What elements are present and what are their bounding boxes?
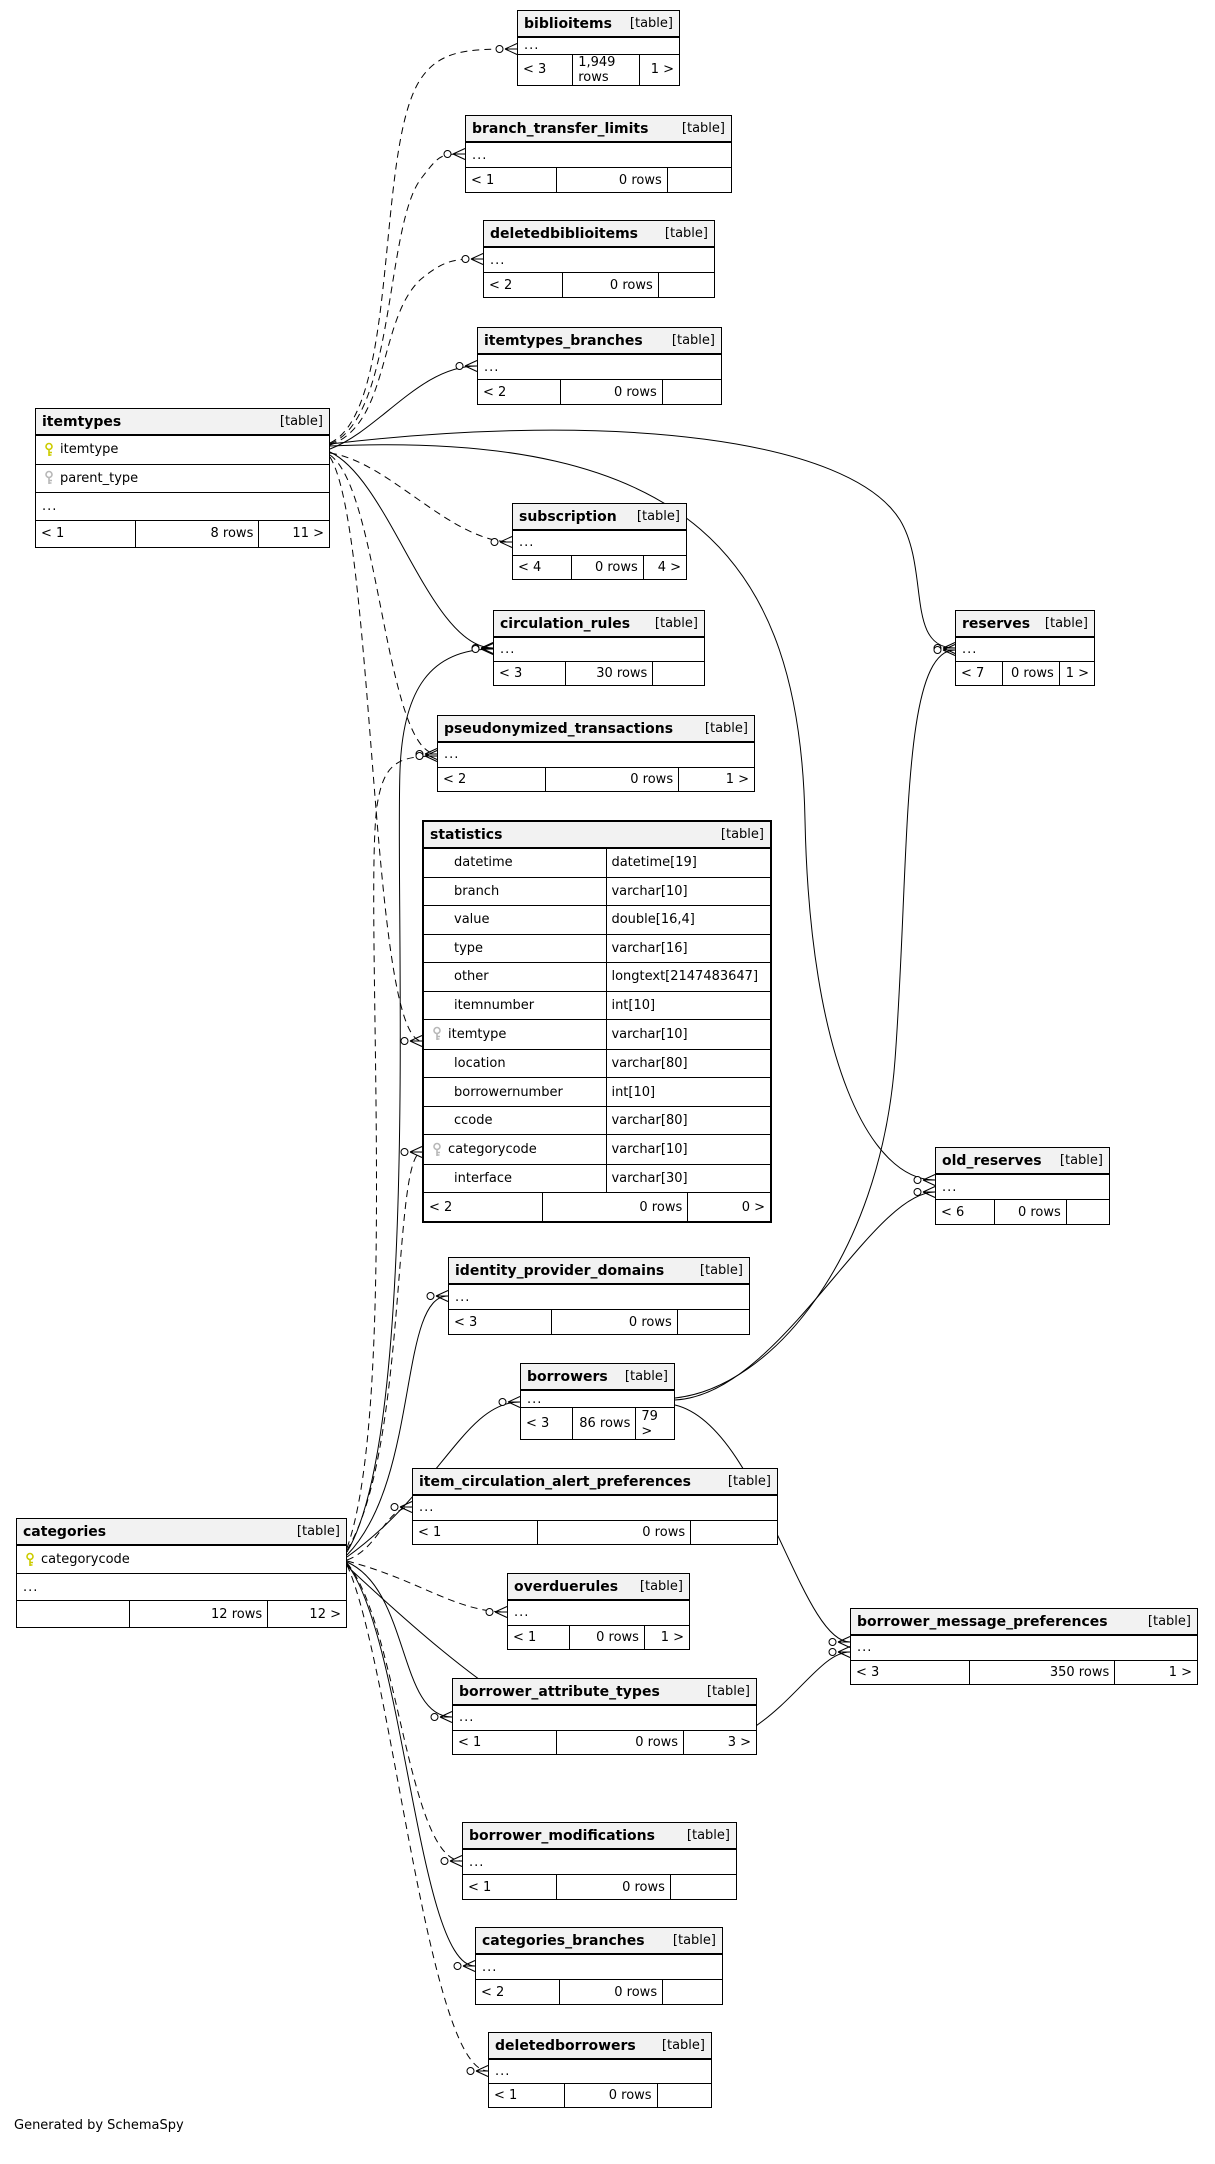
table-name[interactable]: deletedbiblioitems: [490, 225, 638, 242]
table-name[interactable]: identity_provider_domains: [455, 1262, 665, 1279]
column-row: [36, 436, 329, 465]
parent-count: < 2: [438, 768, 546, 792]
row-count: 1,949 rows: [573, 55, 639, 86]
row-count: 350 rows: [970, 1661, 1116, 1685]
column-row: [424, 1078, 770, 1107]
table-footer: [463, 1874, 736, 1899]
table-footer: [413, 1520, 777, 1545]
foreign-key-icon: [44, 470, 54, 486]
table-name[interactable]: pseudonymized_transactions: [444, 720, 674, 737]
parent-count: < 1: [466, 168, 557, 192]
primary-key-icon: [44, 442, 54, 458]
child-count: 11 >: [292, 526, 324, 542]
table-name[interactable]: branch_transfer_limits: [472, 120, 649, 137]
table-identity_provider_domains: [448, 1257, 750, 1335]
edge-categories-deletedborrowers: [347, 1565, 488, 2071]
parent-count: < 2: [478, 380, 561, 404]
child-count: 12 >: [309, 1606, 341, 1622]
columns-collapsed: ...: [936, 1175, 1109, 1200]
row-count: 0 rows: [557, 1731, 684, 1755]
parent-count: < 3: [494, 662, 566, 685]
parent-count: < 3: [518, 55, 573, 86]
table-pseudonymized_transactions: [437, 715, 755, 792]
column-row: [424, 906, 770, 935]
parent-count: [17, 1601, 130, 1627]
table-name[interactable]: old_reserves: [942, 1152, 1042, 1169]
columns-collapsed: ...: [478, 355, 721, 380]
parent-count: < 2: [424, 1193, 543, 1221]
foreign-key-icon: [432, 1026, 442, 1042]
row-count: 30 rows: [566, 662, 653, 685]
parent-count: < 2: [484, 273, 563, 297]
table-biblioitems: [517, 10, 680, 86]
table-type-label: [table]: [704, 721, 748, 736]
table-footer: [453, 1730, 756, 1755]
child-count: 1 >: [660, 1629, 684, 1645]
columns-collapsed: ...: [508, 1601, 689, 1626]
column-type: varchar[10]: [611, 1026, 688, 1042]
column-row: [424, 1020, 770, 1050]
table-footer: [478, 379, 721, 404]
child-count: [663, 380, 721, 404]
columns-collapsed: ...: [476, 1955, 722, 1980]
table-name[interactable]: borrowers: [527, 1368, 608, 1385]
row-count: 0 rows: [563, 273, 659, 297]
column-name: type: [454, 940, 484, 956]
table-type-label: [table]: [1044, 616, 1088, 631]
row-count: 86 rows: [573, 1408, 636, 1439]
child-count: 1 >: [1168, 1664, 1192, 1680]
row-count: 0 rows: [572, 556, 643, 580]
table-borrowers: [520, 1363, 675, 1440]
table-type-label: [table]: [636, 509, 680, 524]
table-type-label: [table]: [706, 1684, 750, 1699]
edge-itemtypes-branch_transfer_limits: [330, 154, 465, 444]
table-type-label: [table]: [720, 827, 764, 842]
column-name: datetime: [454, 855, 513, 871]
parent-count: < 6: [936, 1200, 995, 1224]
columns-collapsed: ...: [438, 743, 754, 768]
child-count: [658, 2084, 711, 2107]
table-branch_transfer_limits: [465, 115, 732, 193]
table-type-label: [table]: [279, 414, 323, 429]
row-count: 0 rows: [561, 380, 662, 404]
table-footer: [494, 661, 704, 685]
table-type-label: [table]: [699, 1263, 743, 1278]
parent-count: < 1: [453, 1731, 557, 1755]
table-footer: [466, 167, 731, 192]
parent-count: < 3: [449, 1310, 552, 1334]
table-type-label: [table]: [624, 1369, 668, 1384]
edge-categories-borrower_attribute_types: [347, 1562, 452, 1717]
column-row: [424, 1135, 770, 1165]
table-footer: [36, 520, 329, 548]
table-type-label: [table]: [686, 1828, 730, 1843]
columns-collapsed: ...: [494, 638, 704, 662]
columns-collapsed: ...: [489, 2060, 711, 2084]
table-footer: [424, 1192, 770, 1221]
row-count: 0 rows: [557, 168, 668, 192]
table-name[interactable]: statistics: [430, 826, 503, 843]
columns-collapsed: ...: [851, 1636, 1197, 1661]
columns-collapsed: ...: [463, 1850, 736, 1875]
table-type-label: [table]: [629, 16, 673, 31]
table-old_reserves: [935, 1147, 1110, 1225]
column-type: varchar[80]: [611, 1113, 688, 1129]
table-item_circulation_alert_preferences: [412, 1468, 778, 1545]
column-row: [424, 963, 770, 992]
row-count: 0 rows: [1003, 662, 1059, 685]
column-name: interface: [454, 1171, 512, 1187]
row-count: 0 rows: [995, 1200, 1066, 1224]
columns-collapsed: ...: [449, 1285, 749, 1310]
columns-collapsed: ...: [521, 1391, 674, 1408]
table-name[interactable]: itemtypes_branches: [484, 332, 643, 349]
column-name: itemnumber: [454, 997, 535, 1013]
table-footer: [936, 1199, 1109, 1224]
table-borrower_message_preferences: [850, 1608, 1198, 1685]
column-type: datetime[19]: [611, 855, 697, 871]
column-name: branch: [454, 883, 500, 899]
column-name: ccode: [454, 1113, 493, 1129]
table-type-label: [table]: [681, 121, 725, 136]
parent-count: < 7: [956, 662, 1003, 685]
parent-count: < 1: [508, 1626, 570, 1650]
row-count: 0 rows: [552, 1310, 678, 1334]
table-circulation_rules: [493, 610, 705, 686]
table-type-label: [table]: [664, 226, 708, 241]
table-footer: [521, 1407, 674, 1439]
table-statistics: [422, 820, 772, 1223]
column-row: [424, 1165, 770, 1194]
row-count: 8 rows: [136, 521, 259, 548]
edge-itemtypes-deletedbiblioitems: [330, 259, 483, 445]
table-itemtypes_branches: [477, 327, 722, 405]
table-borrower_modifications: [462, 1822, 737, 1900]
row-count: 0 rows: [546, 768, 679, 792]
child-count: [663, 1980, 722, 2004]
column-type: longtext[2147483647]: [611, 969, 759, 985]
edge-itemtypes-circulation_rules: [330, 452, 493, 648]
table-footer: [484, 272, 714, 297]
row-count: 12 rows: [130, 1601, 268, 1627]
child-count: [691, 1521, 777, 1545]
table-name[interactable]: overduerules: [514, 1578, 619, 1595]
table-name[interactable]: categories: [23, 1523, 107, 1540]
table-footer: [449, 1309, 749, 1334]
table-reserves: [955, 610, 1095, 686]
column-row: [17, 1546, 346, 1574]
columns-collapsed: ...: [17, 1574, 346, 1601]
child-count: 1 >: [650, 62, 674, 78]
parent-count: < 1: [463, 1875, 557, 1899]
table-name[interactable]: deletedborrowers: [495, 2037, 636, 2054]
table-footer: [489, 2083, 711, 2107]
parent-count: < 1: [413, 1521, 538, 1545]
table-footer: [956, 661, 1094, 685]
row-count: 0 rows: [543, 1193, 689, 1221]
column-name: itemtype: [448, 1026, 507, 1042]
column-row: [424, 849, 770, 878]
column-row: [424, 935, 770, 964]
columns-collapsed: ...: [513, 531, 686, 556]
generator-credit: Generated by SchemaSpy: [14, 2118, 184, 2133]
table-borrower_attribute_types: [452, 1678, 757, 1755]
table-deletedborrowers: [488, 2032, 712, 2108]
child-count: 79 >: [641, 1408, 658, 1439]
table-type-label: [table]: [671, 333, 715, 348]
table-itemtypes: [35, 408, 330, 548]
parent-count: < 3: [521, 1408, 573, 1439]
column-type: int[10]: [611, 1084, 656, 1100]
columns-collapsed: ...: [36, 493, 329, 521]
table-footer: [17, 1600, 346, 1627]
table-name[interactable]: biblioitems: [524, 15, 612, 32]
columns-collapsed: ...: [413, 1496, 777, 1521]
child-count: 3 >: [727, 1734, 751, 1750]
table-name[interactable]: subscription: [519, 508, 617, 525]
parent-count: < 3: [851, 1661, 970, 1685]
columns-collapsed: ...: [518, 38, 679, 55]
column-name: categorycode: [41, 1552, 130, 1567]
table-type-label: [table]: [296, 1524, 340, 1539]
column-name: value: [454, 912, 490, 928]
table-footer: [518, 54, 679, 86]
column-row: [36, 465, 329, 494]
table-type-label: [table]: [1059, 1153, 1103, 1168]
column-name: categorycode: [448, 1142, 537, 1158]
child-count: 1 >: [1065, 666, 1089, 681]
table-deletedbiblioitems: [483, 220, 715, 298]
child-count: [668, 168, 731, 192]
column-type: varchar[30]: [611, 1171, 688, 1187]
child-count: [659, 273, 714, 297]
child-count: [671, 1875, 736, 1899]
child-count: 1 >: [725, 771, 750, 787]
row-count: 0 rows: [557, 1875, 671, 1899]
table-name[interactable]: item_circulation_alert_preferences: [419, 1473, 692, 1490]
table-footer: [513, 555, 686, 580]
column-name: borrowernumber: [454, 1084, 563, 1100]
parent-count: < 1: [489, 2084, 565, 2107]
table-type-label: [table]: [672, 1933, 716, 1948]
columns-collapsed: ...: [956, 638, 1094, 662]
column-row: [424, 992, 770, 1021]
column-type: double[16,4]: [611, 912, 695, 928]
column-row: [424, 1107, 770, 1136]
edge-categories-item_circulation_alert_preferences: [347, 1507, 412, 1560]
table-name[interactable]: circulation_rules: [500, 615, 631, 632]
table-name[interactable]: categories_branches: [482, 1932, 645, 1949]
column-type: int[10]: [611, 997, 656, 1013]
row-count: 0 rows: [570, 1626, 645, 1650]
table-name[interactable]: borrower_attribute_types: [459, 1683, 660, 1700]
foreign-key-icon: [432, 1142, 442, 1158]
column-row: [424, 878, 770, 907]
table-footer: [851, 1660, 1197, 1685]
column-type: varchar[10]: [611, 883, 688, 899]
columns-collapsed: ...: [466, 143, 731, 168]
row-count: 0 rows: [560, 1980, 663, 2004]
table-name[interactable]: borrower_message_preferences: [857, 1613, 1108, 1630]
edge-itemtypes-pseudonymized_transactions: [330, 455, 437, 754]
child-count: [678, 1310, 749, 1334]
table-name[interactable]: itemtypes: [42, 413, 122, 430]
column-name: parent_type: [60, 470, 139, 486]
column-type: varchar[16]: [611, 940, 688, 956]
column-name: location: [454, 1055, 506, 1071]
primary-key-icon: [25, 1552, 35, 1568]
table-overduerules: [507, 1573, 690, 1650]
child-count: [653, 662, 704, 685]
table-name[interactable]: reserves: [962, 615, 1031, 632]
table-categories: [16, 1518, 347, 1628]
column-row: [424, 1050, 770, 1079]
edge-itemtypes-statistics: [330, 457, 422, 1041]
table-subscription: [512, 503, 687, 580]
column-name: itemtype: [60, 442, 119, 458]
table-footer: [438, 767, 754, 792]
child-count: 0 >: [741, 1199, 765, 1215]
table-type-label: [table]: [661, 2038, 705, 2053]
row-count: 0 rows: [538, 1521, 691, 1545]
table-name[interactable]: borrower_modifications: [469, 1827, 655, 1844]
table-type-label: [table]: [639, 1579, 683, 1594]
column-type: varchar[10]: [611, 1142, 688, 1158]
parent-count: < 4: [513, 556, 572, 580]
parent-count: < 2: [476, 1980, 560, 2004]
table-type-label: [table]: [1147, 1614, 1191, 1629]
edge-categories-overduerules: [347, 1561, 507, 1612]
table-footer: [476, 1979, 722, 2004]
column-name: other: [454, 969, 489, 985]
row-count: 0 rows: [565, 2084, 657, 2107]
edge-itemtypes-subscription: [330, 453, 512, 542]
table-footer: [508, 1625, 689, 1650]
child-count: [1067, 1200, 1109, 1224]
child-count: 4 >: [657, 559, 681, 575]
table-categories_branches: [475, 1927, 723, 2005]
columns-collapsed: ...: [453, 1706, 756, 1731]
table-type-label: [table]: [727, 1474, 771, 1489]
table-type-label: [table]: [654, 616, 698, 631]
columns-collapsed: ...: [484, 248, 714, 273]
parent-count: < 1: [36, 521, 136, 548]
column-type: varchar[80]: [611, 1055, 688, 1071]
